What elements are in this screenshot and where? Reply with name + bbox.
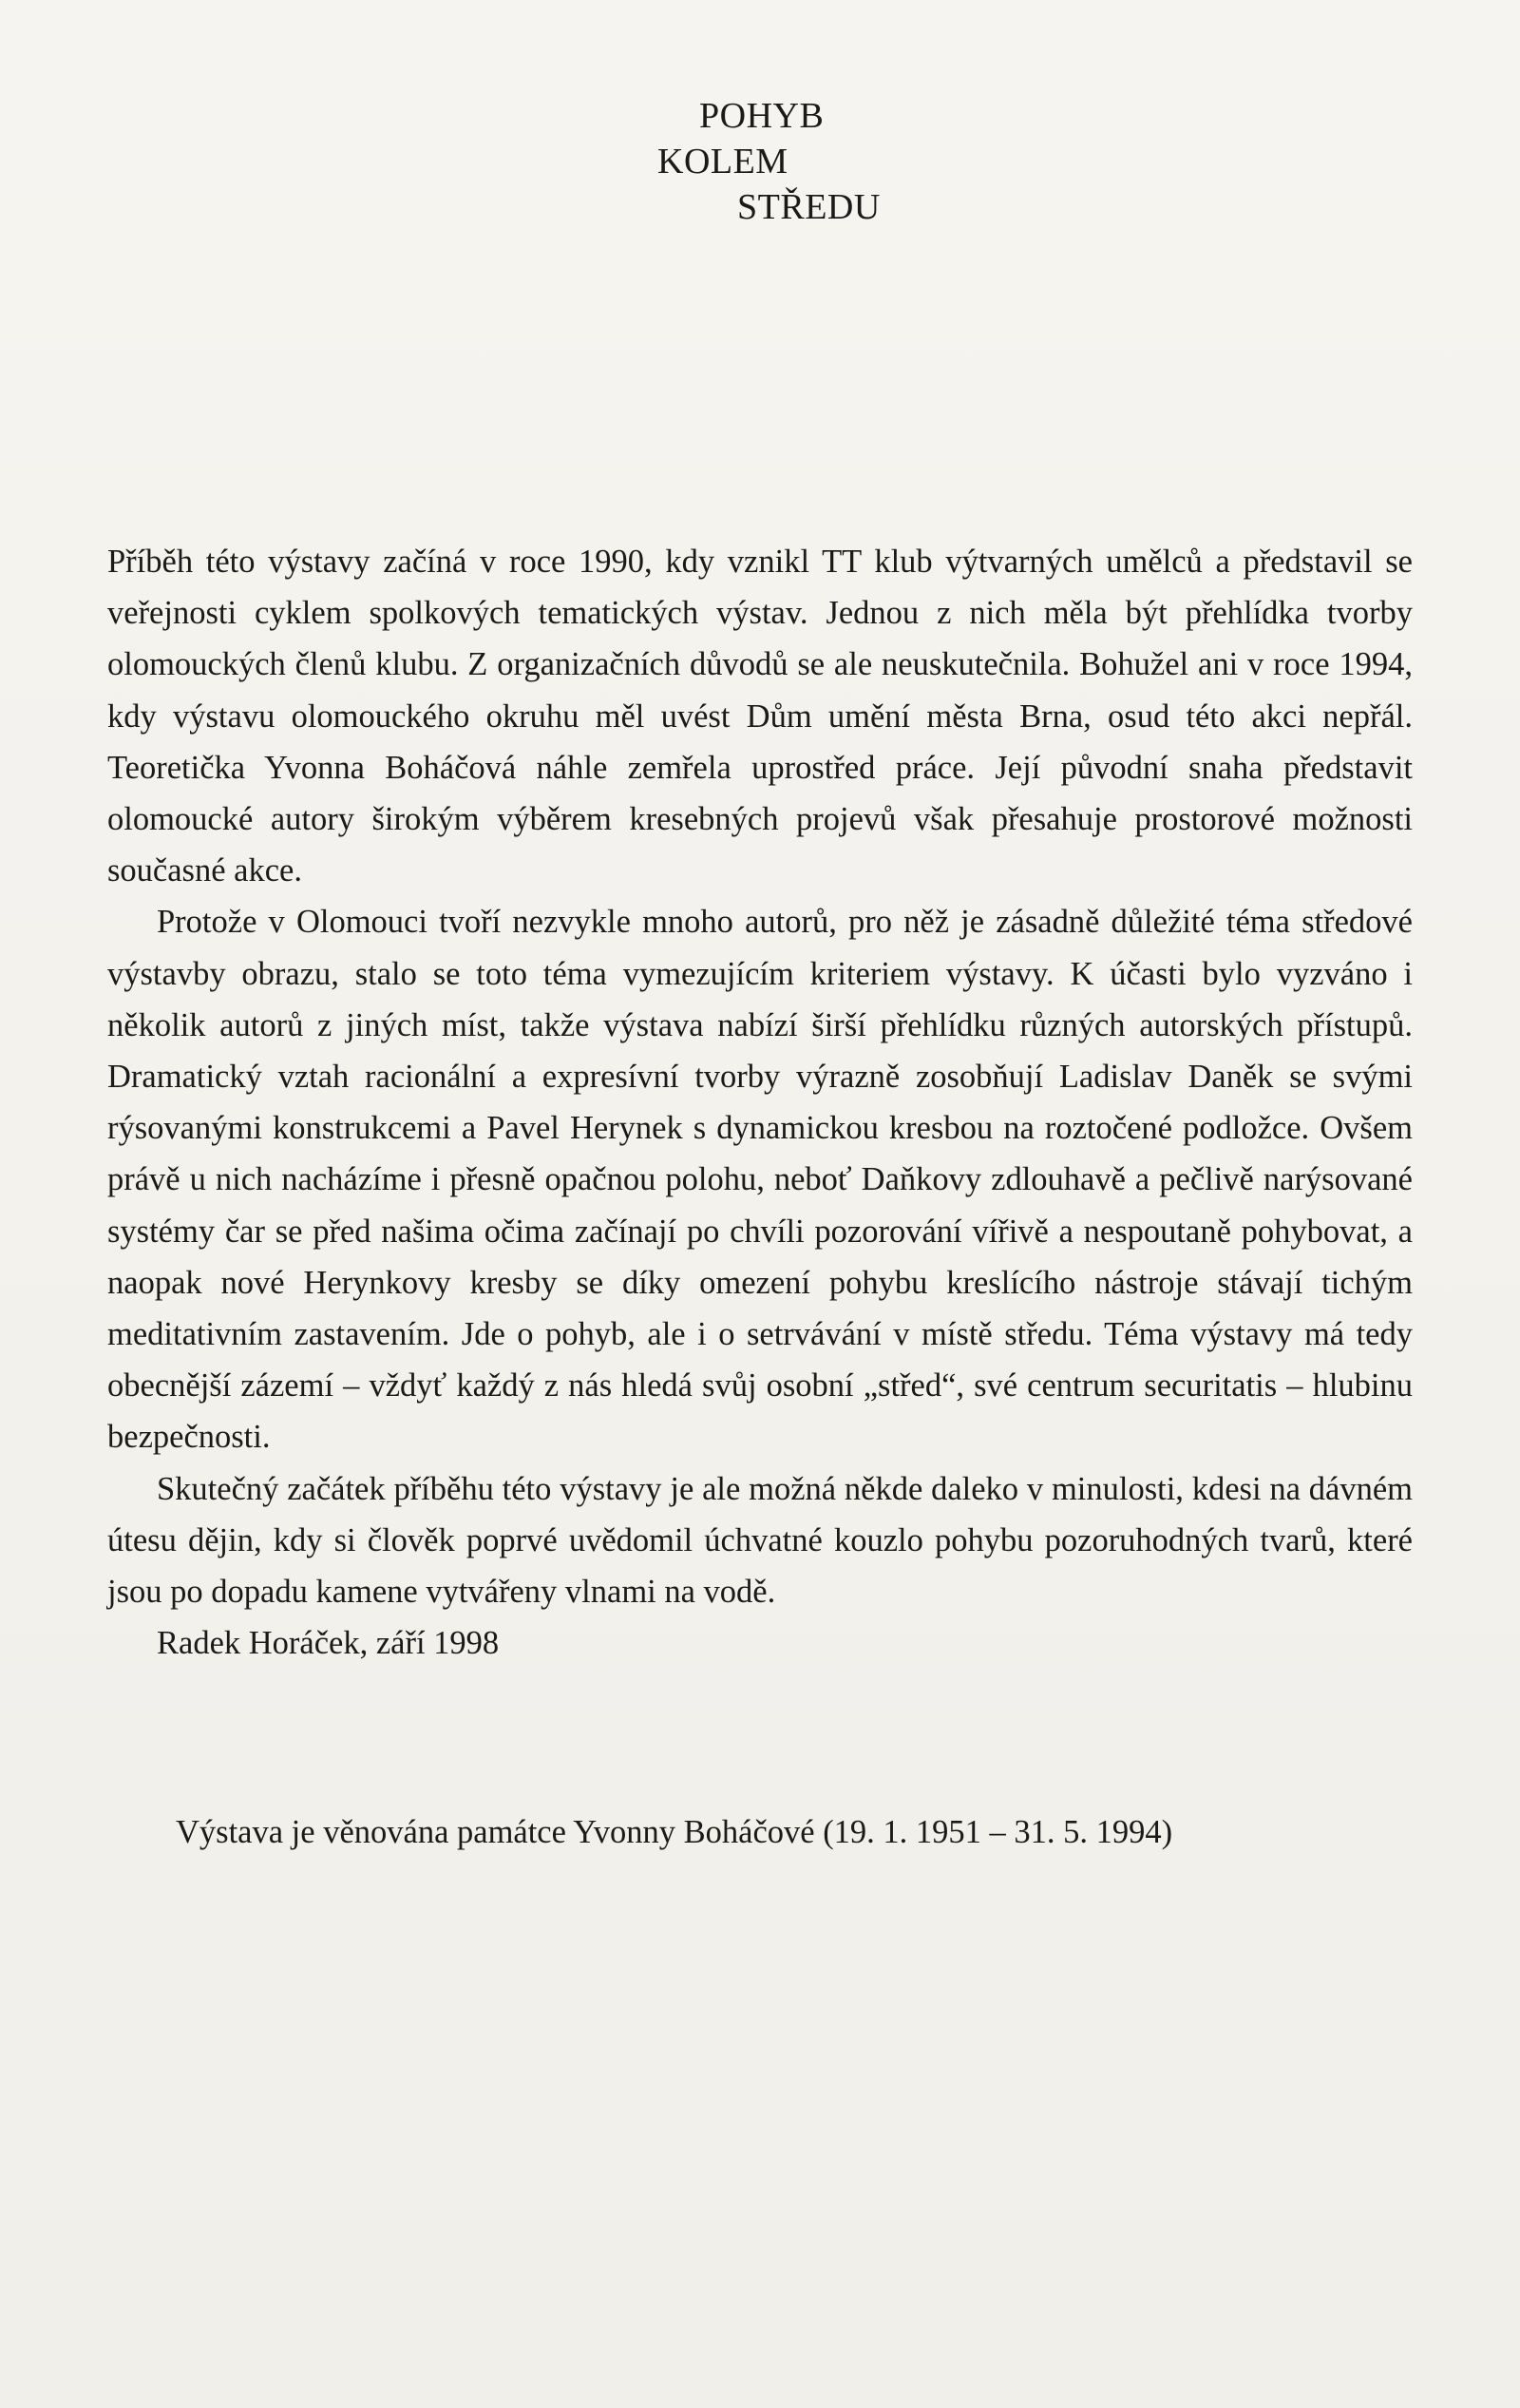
dedication-line: Výstava je věnována památce Yvonny Boháčové (19. 1. 1951 – 31. 5. 1994) xyxy=(176,1814,1173,1850)
essay-body xyxy=(107,536,1413,1669)
title-line-2: KOLEM xyxy=(657,142,788,182)
paragraph-2: Protože v Olomouci tvoří nezvykle mnoho autorů, pro něž je zásadně důležité téma středové výstavby obrazu, stalo se toto téma vymezujícím kriteriem výstavy. K účasti bylo vyzváno i několik autorů z jiných míst, takže výstava nabízí širší přehlídku různých autorských přístupů. Dramatický vztah racionální a expresívní tvorby výrazně zosobňují Ladislav Daněk se svými rýsovanými konstrukcemi a Pavel Herynek s dynamickou kresbou na roztočené podložce. Ovšem právě u nich nacházíme i přesně opačnou polohu, neboť Daňkovy zdlouhavě a pečlivě narýsované systémy čar se před našima očima začínají po chvíli pozorování vířivě a nespoutaně pohybovat, a naopak nové Herynkovy kresby se díky omezení pohybu kreslícího nástroje stávají tichým meditativním zastavením. Jde o pohyb, ale i o setrvávání v místě středu. Téma výstavy má tedy obecnější zázemí – vždyť každý z nás hledá svůj osobní „střed“, své centrum securitatis – hlubinu bezpečnosti. xyxy=(107,904,1413,1456)
paragraph-3: Skutečný začátek příběhu této výstavy je ale možná někde daleko v minulosti, kdesi na dávném útesu dějin, kdy si člověk poprvé uvědomil úchvatné kouzlo pohybu pozoruhodných tvarů, které jsou po dopadu kamene vytvářeny vlnami na vodě. xyxy=(107,1470,1413,1611)
title-line-1: POHYB xyxy=(699,96,825,136)
author-signature: Radek Horáček, září 1998 xyxy=(157,1625,500,1662)
title-line-3: STŘEDU xyxy=(737,187,881,227)
paragraph-1: Příběh této výstavy začíná v roce 1990, kdy vznikl TT klub výtvarných umělců a představil se veřejnosti cyklem spolkových tematických výstav. Jednou z nich měla být přehlídka tvorby olomouckých členů klubu. Z organizačních důvodů se ale neuskutečnila. Bohužel ani v roce 1994, kdy výstavu olomouckého okruhu měl uvést Dům umění města Brna, osud této akci nepřál. Teoretička Yvonna Boháčová náhle zemřela uprostřed práce. Její původní snaha představit olomoucké autory širokým výběrem kresebných projevů však přesahuje prostorové možnosti současné akce. xyxy=(107,544,1413,889)
